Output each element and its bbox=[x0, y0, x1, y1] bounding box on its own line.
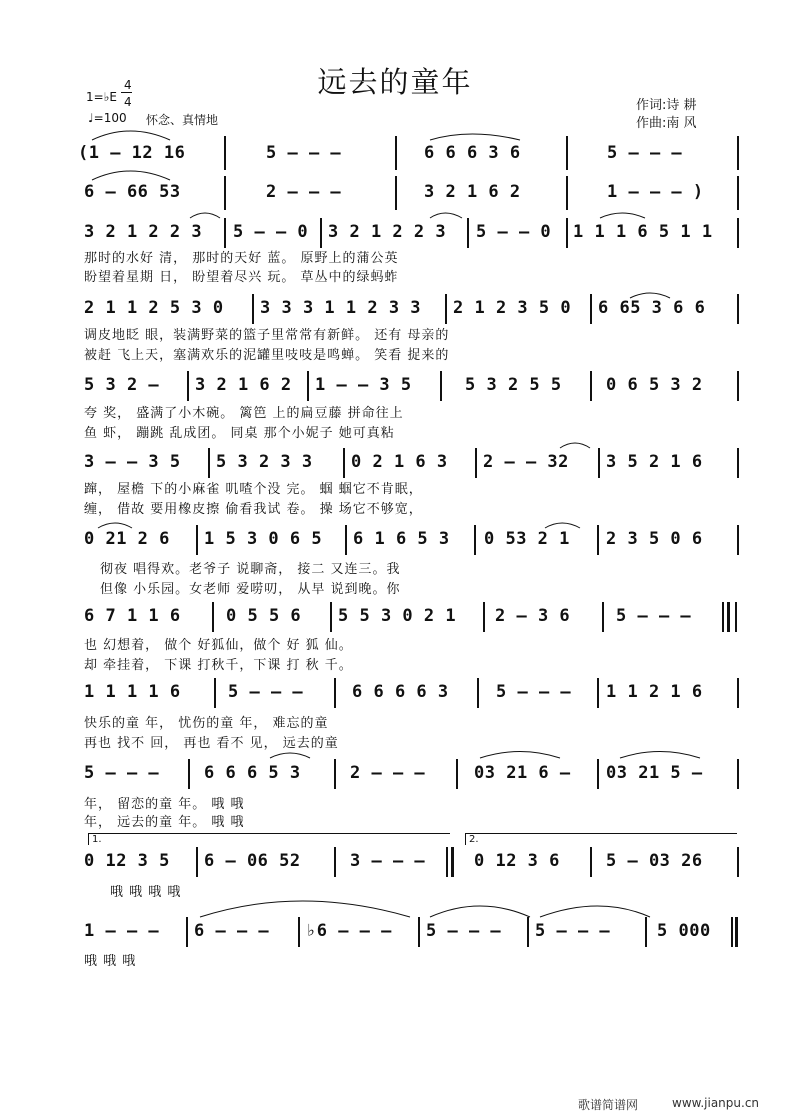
measure: 6 7 1 1 6 bbox=[84, 606, 181, 626]
measure: 3 2 1 2 2 3 bbox=[328, 222, 447, 242]
expression-mark: 怀念、真情地 bbox=[146, 113, 219, 127]
volta-1-label: 1. bbox=[92, 834, 102, 845]
lyric-line: 调皮地眨 眼，装满野菜的篮子里常常有新鲜。 还有 母亲的 bbox=[84, 328, 450, 343]
slur bbox=[620, 752, 700, 759]
lyric-line: 夸 奖， 盛满了小木碗。 篱笆 上的扁豆藤 拼命往上 bbox=[84, 406, 404, 421]
measure: ♭6 – – – bbox=[306, 921, 392, 941]
measure: 5 – – – bbox=[426, 921, 502, 941]
measure: 5 000 bbox=[657, 921, 711, 941]
measure: (1 – 12 16 bbox=[78, 143, 186, 163]
measure: 1 1 1 1 6 bbox=[84, 682, 181, 702]
measure: 5 – – – bbox=[84, 763, 160, 783]
measure: 3 5 2 1 6 bbox=[606, 452, 703, 472]
measure: 0 53 2 1 bbox=[484, 529, 570, 549]
measure: 0 21 2 6 bbox=[84, 529, 170, 549]
measure: 6 6 6 3 6 bbox=[424, 143, 521, 163]
measure: 1 – – 3 5 bbox=[315, 375, 412, 395]
lyric-line: 那时的水好 清， 那时的天好 蓝。 原野上的蒲公英 bbox=[84, 251, 399, 266]
lyric-line: 哦 哦 哦 bbox=[84, 954, 137, 969]
slur bbox=[190, 213, 220, 218]
measure: 5 – – – bbox=[496, 682, 572, 702]
lyric-line: 但像 小乐园。女老师 爱唠叨， 从早 说到晚。你 bbox=[100, 582, 401, 597]
lyric-line: 鱼 虾， 蹦跳 乱成团。 同桌 那个小妮子 她可真粘 bbox=[84, 426, 395, 441]
measure: 6 – 66 53 bbox=[84, 182, 181, 202]
measure: 5 – 03 26 bbox=[606, 851, 703, 871]
measure: 5 3 2 – bbox=[84, 375, 160, 395]
measure: 5 – – – bbox=[535, 921, 611, 941]
lyric-line: 再也 找不 回， 再也 看不 见， 远去的童 bbox=[84, 736, 339, 751]
measure: 3 2 1 6 2 bbox=[424, 182, 521, 202]
measure: 5 – – – bbox=[616, 606, 692, 626]
measure: 2 – – – bbox=[350, 763, 426, 783]
measure: 6 6 6 6 3 bbox=[352, 682, 449, 702]
tie bbox=[540, 906, 650, 917]
measure: 5 3 2 5 5 bbox=[465, 375, 562, 395]
key-signature: 1=♭E bbox=[86, 90, 117, 104]
measure: 6 1 6 5 3 bbox=[353, 529, 450, 549]
measure: 6 65 3 6 6 bbox=[598, 298, 706, 318]
page-title: 远去的童年 bbox=[317, 65, 473, 99]
measure: 3 – – 3 5 bbox=[84, 452, 181, 472]
measure: 3 – – – bbox=[350, 851, 426, 871]
measure: 3 2 1 2 2 3 bbox=[84, 222, 203, 242]
lyric-line: 快乐的童 年， 忧伤的童 年， 难忘的童 bbox=[84, 716, 329, 731]
slur bbox=[270, 753, 310, 758]
measure: 5 – – – bbox=[266, 143, 342, 163]
slur bbox=[98, 523, 132, 528]
measure: 3 2 1 6 2 bbox=[195, 375, 292, 395]
measure: 1 – – – bbox=[84, 921, 160, 941]
measure: 2 1 2 3 5 0 bbox=[453, 298, 572, 318]
slur bbox=[545, 523, 580, 528]
measure: 2 – – – bbox=[266, 182, 342, 202]
measure: 5 – – – bbox=[607, 143, 683, 163]
measure: 5 – – 0 bbox=[233, 222, 309, 242]
slur bbox=[560, 443, 590, 448]
measure: 2 3 5 0 6 bbox=[606, 529, 703, 549]
composer-credit: 作曲:南 风 bbox=[636, 116, 697, 131]
slur bbox=[92, 171, 170, 180]
measure: 5 – – 0 bbox=[476, 222, 552, 242]
footer-site-url[interactable]: www.jianpu.cn bbox=[672, 1096, 760, 1110]
measure: 0 12 3 6 bbox=[474, 851, 560, 871]
measure: 03 21 5 – bbox=[606, 763, 703, 783]
measure: 6 – 06 52 bbox=[204, 851, 301, 871]
measure: 0 5 5 6 bbox=[226, 606, 302, 626]
lyric-line: 哦 哦 哦 哦 bbox=[110, 885, 182, 900]
meter-bottom: 4 bbox=[124, 95, 132, 109]
measure: 03 21 6 – bbox=[474, 763, 571, 783]
slur bbox=[430, 134, 520, 140]
lyric-line: 被赶 飞上天，塞满欢乐的泥罐里吱吱是鸣蝉。 笑看 捉来的 bbox=[84, 348, 450, 363]
slur bbox=[600, 213, 645, 218]
measure: 5 – – – bbox=[228, 682, 304, 702]
tie bbox=[430, 906, 530, 917]
measure: 2 – – 32 bbox=[483, 452, 569, 472]
slur bbox=[630, 293, 670, 298]
lyric-line: 也 幻想着， 做个 好狐仙，做个 好 狐 仙。 bbox=[84, 638, 353, 653]
measure: 1 1 2 1 6 bbox=[606, 682, 703, 702]
lyric-line: 年， 留恋的童 年。 哦 哦 bbox=[84, 797, 245, 812]
measure: 2 – 3 6 bbox=[495, 606, 571, 626]
tempo-mark: ♩=100 bbox=[88, 111, 127, 125]
lyricist-credit: 作词:诗 耕 bbox=[636, 98, 697, 113]
measure: 5 3 2 3 3 bbox=[216, 452, 313, 472]
footer-site-name: 歌谱简谱网 bbox=[578, 1098, 639, 1112]
measure: 1 – – – ) bbox=[607, 182, 704, 202]
measure: 6 – – – bbox=[194, 921, 270, 941]
slur bbox=[430, 213, 462, 218]
slur bbox=[92, 131, 170, 140]
measure: 0 12 3 5 bbox=[84, 851, 170, 871]
measure: 6 6 6 5 3 bbox=[204, 763, 301, 783]
lyric-line: 盼望着星期 日， 盼望着尽兴 玩。 草丛中的绿蚂蚱 bbox=[84, 270, 399, 285]
lyric-line: 却 牵挂着， 下课 打秋千，下课 打 秋 千。 bbox=[84, 658, 353, 673]
tie bbox=[200, 901, 410, 917]
measure: 1 5 3 0 6 5 bbox=[204, 529, 323, 549]
lyric-line: 彻夜 唱得欢。老爷子 说聊斋， 接二 又连三。我 bbox=[100, 562, 401, 577]
measure: 1 1 1 6 5 1 1 bbox=[573, 222, 713, 242]
lyric-line: 蹿， 屋檐 下的小麻雀 叽喳个没 完。 蝈 蝈它不肯眠， bbox=[84, 482, 423, 497]
measure: 0 6 5 3 2 bbox=[606, 375, 703, 395]
slur bbox=[480, 752, 560, 759]
volta-2-label: 2. bbox=[469, 834, 479, 845]
meter-top: 4 bbox=[124, 78, 132, 92]
measure: 3 3 3 1 1 2 3 3 bbox=[260, 298, 422, 318]
lyric-line: 年， 远去的童 年。 哦 哦 bbox=[84, 815, 245, 830]
lyric-line: 缠， 借故 要用橡皮擦 偷看我试 卷。 操 场它不够宽， bbox=[84, 502, 423, 517]
measure: 2 1 1 2 5 3 0 bbox=[84, 298, 224, 318]
measure: 0 2 1 6 3 bbox=[351, 452, 448, 472]
measure: 5 5 3 0 2 1 bbox=[338, 606, 457, 626]
